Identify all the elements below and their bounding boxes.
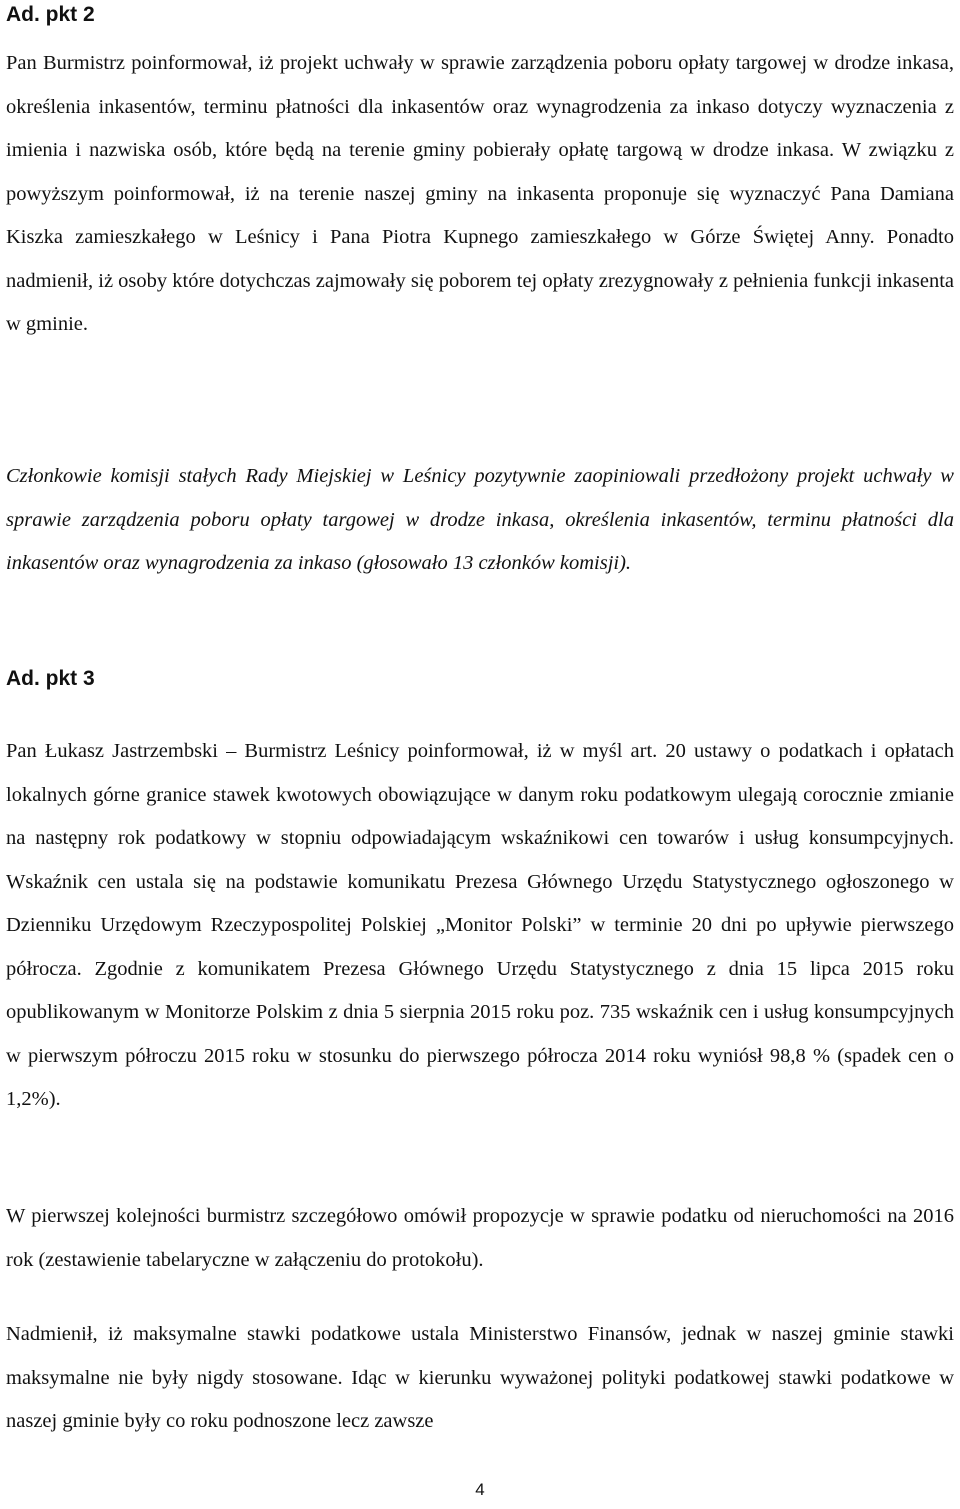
- paragraph-market-fee: Pan Burmistrz poinformował, iż projekt uchwały w sprawie zarządzenia poboru opłaty targowej w drodze inkasa, określenia inkasentów, terminu płatności dla inkasentów oraz wynagrodzenia za inkaso dotyczy wyznaczenia z imienia i nazwiska osób, które będą na terenie gminy pobierały opłatę targową w drodze inkasa. W związku z powyższym poinformował, iż na terenie naszej gminy na inkasenta proponuje się wyznaczyć Pana Damiana Kiszka zamieszkałego w Leśnicy i Pana Piotra Kupnego zamieszkałego w Górze Świętej Anny. Ponadto nadmienił, iż osoby które dotychczas zajmowały się poborem tej opłaty zrezygnowały z pełnienia funkcji inkasenta w gminie.: [6, 52, 954, 335]
- paragraph-tax-rates: Pan Łukasz Jastrzembski – Burmistrz Leśnicy poinformował, iż w myśl art. 20 ustawy o podatkach i opłatach lokalnych górne granice stawek kwotowych obowiązujące w danym roku podatkowym ulegają corocznie zmianie na następny rok podatkowy w stopniu odpowiadającym wskaźnikowi cen towarów i usług konsumpcyjnych. Wskaźnik cen ustala się na podstawie komunikatu Prezesa Głównego Urzędu Statystycznego ogłoszonego w Dzienniku Urzędowym Rzeczypospolitej Polskiej „Monitor Polski” w terminie 20 dni po upływie pierwszego półrocza. Zgodnie z komunikatem Prezesa Głównego Urzędu Statystycznego z dnia 15 lipca 2015 roku opublikowanym w Monitorze Polskim z dnia 5 sierpnia 2015 roku poz. 735 wskaźnik cen i usług konsumpcyjnych w pierwszym półroczu 2015 roku w stosunku do pierwszego półrocza 2014 roku wyniósł 98,8 % (spadek cen o 1,2%).: [6, 740, 954, 1110]
- paragraph-max-rates: Nadmienił, iż maksymalne stawki podatkowe ustala Ministerstwo Finansów, jednak w naszej gminie stawki maksymalne nie były nigdy stosowane. Idąc w kierunku wyważonej polityki podatkowej stawki podatkowe w naszej gminie były co roku podnoszone lecz zawsze: [6, 1323, 954, 1432]
- section-heading-pkt3: Ad. pkt 3: [6, 667, 95, 690]
- paragraph-property-tax: W pierwszej kolejności burmistrz szczegółowo omówił propozycje w sprawie podatku od nieruchomości na 2016 rok (zestawienie tabelaryczne w załączeniu do protokołu).: [6, 1205, 954, 1271]
- page-number: 4: [475, 1480, 485, 1499]
- paragraph-committee-opinion: Członkowie komisji stałych Rady Miejskiej w Leśnicy pozytywnie zaopiniowali przedłożony projekt uchwały w sprawie zarządzenia poboru opłaty targowej w drodze inkasa, określenia inkasentów, terminu płatności dla inkasentów oraz wynagrodzenia za inkaso (głosowało 13 członków komisji).: [6, 465, 954, 574]
- section-heading-pkt2: Ad. pkt 2: [6, 3, 95, 26]
